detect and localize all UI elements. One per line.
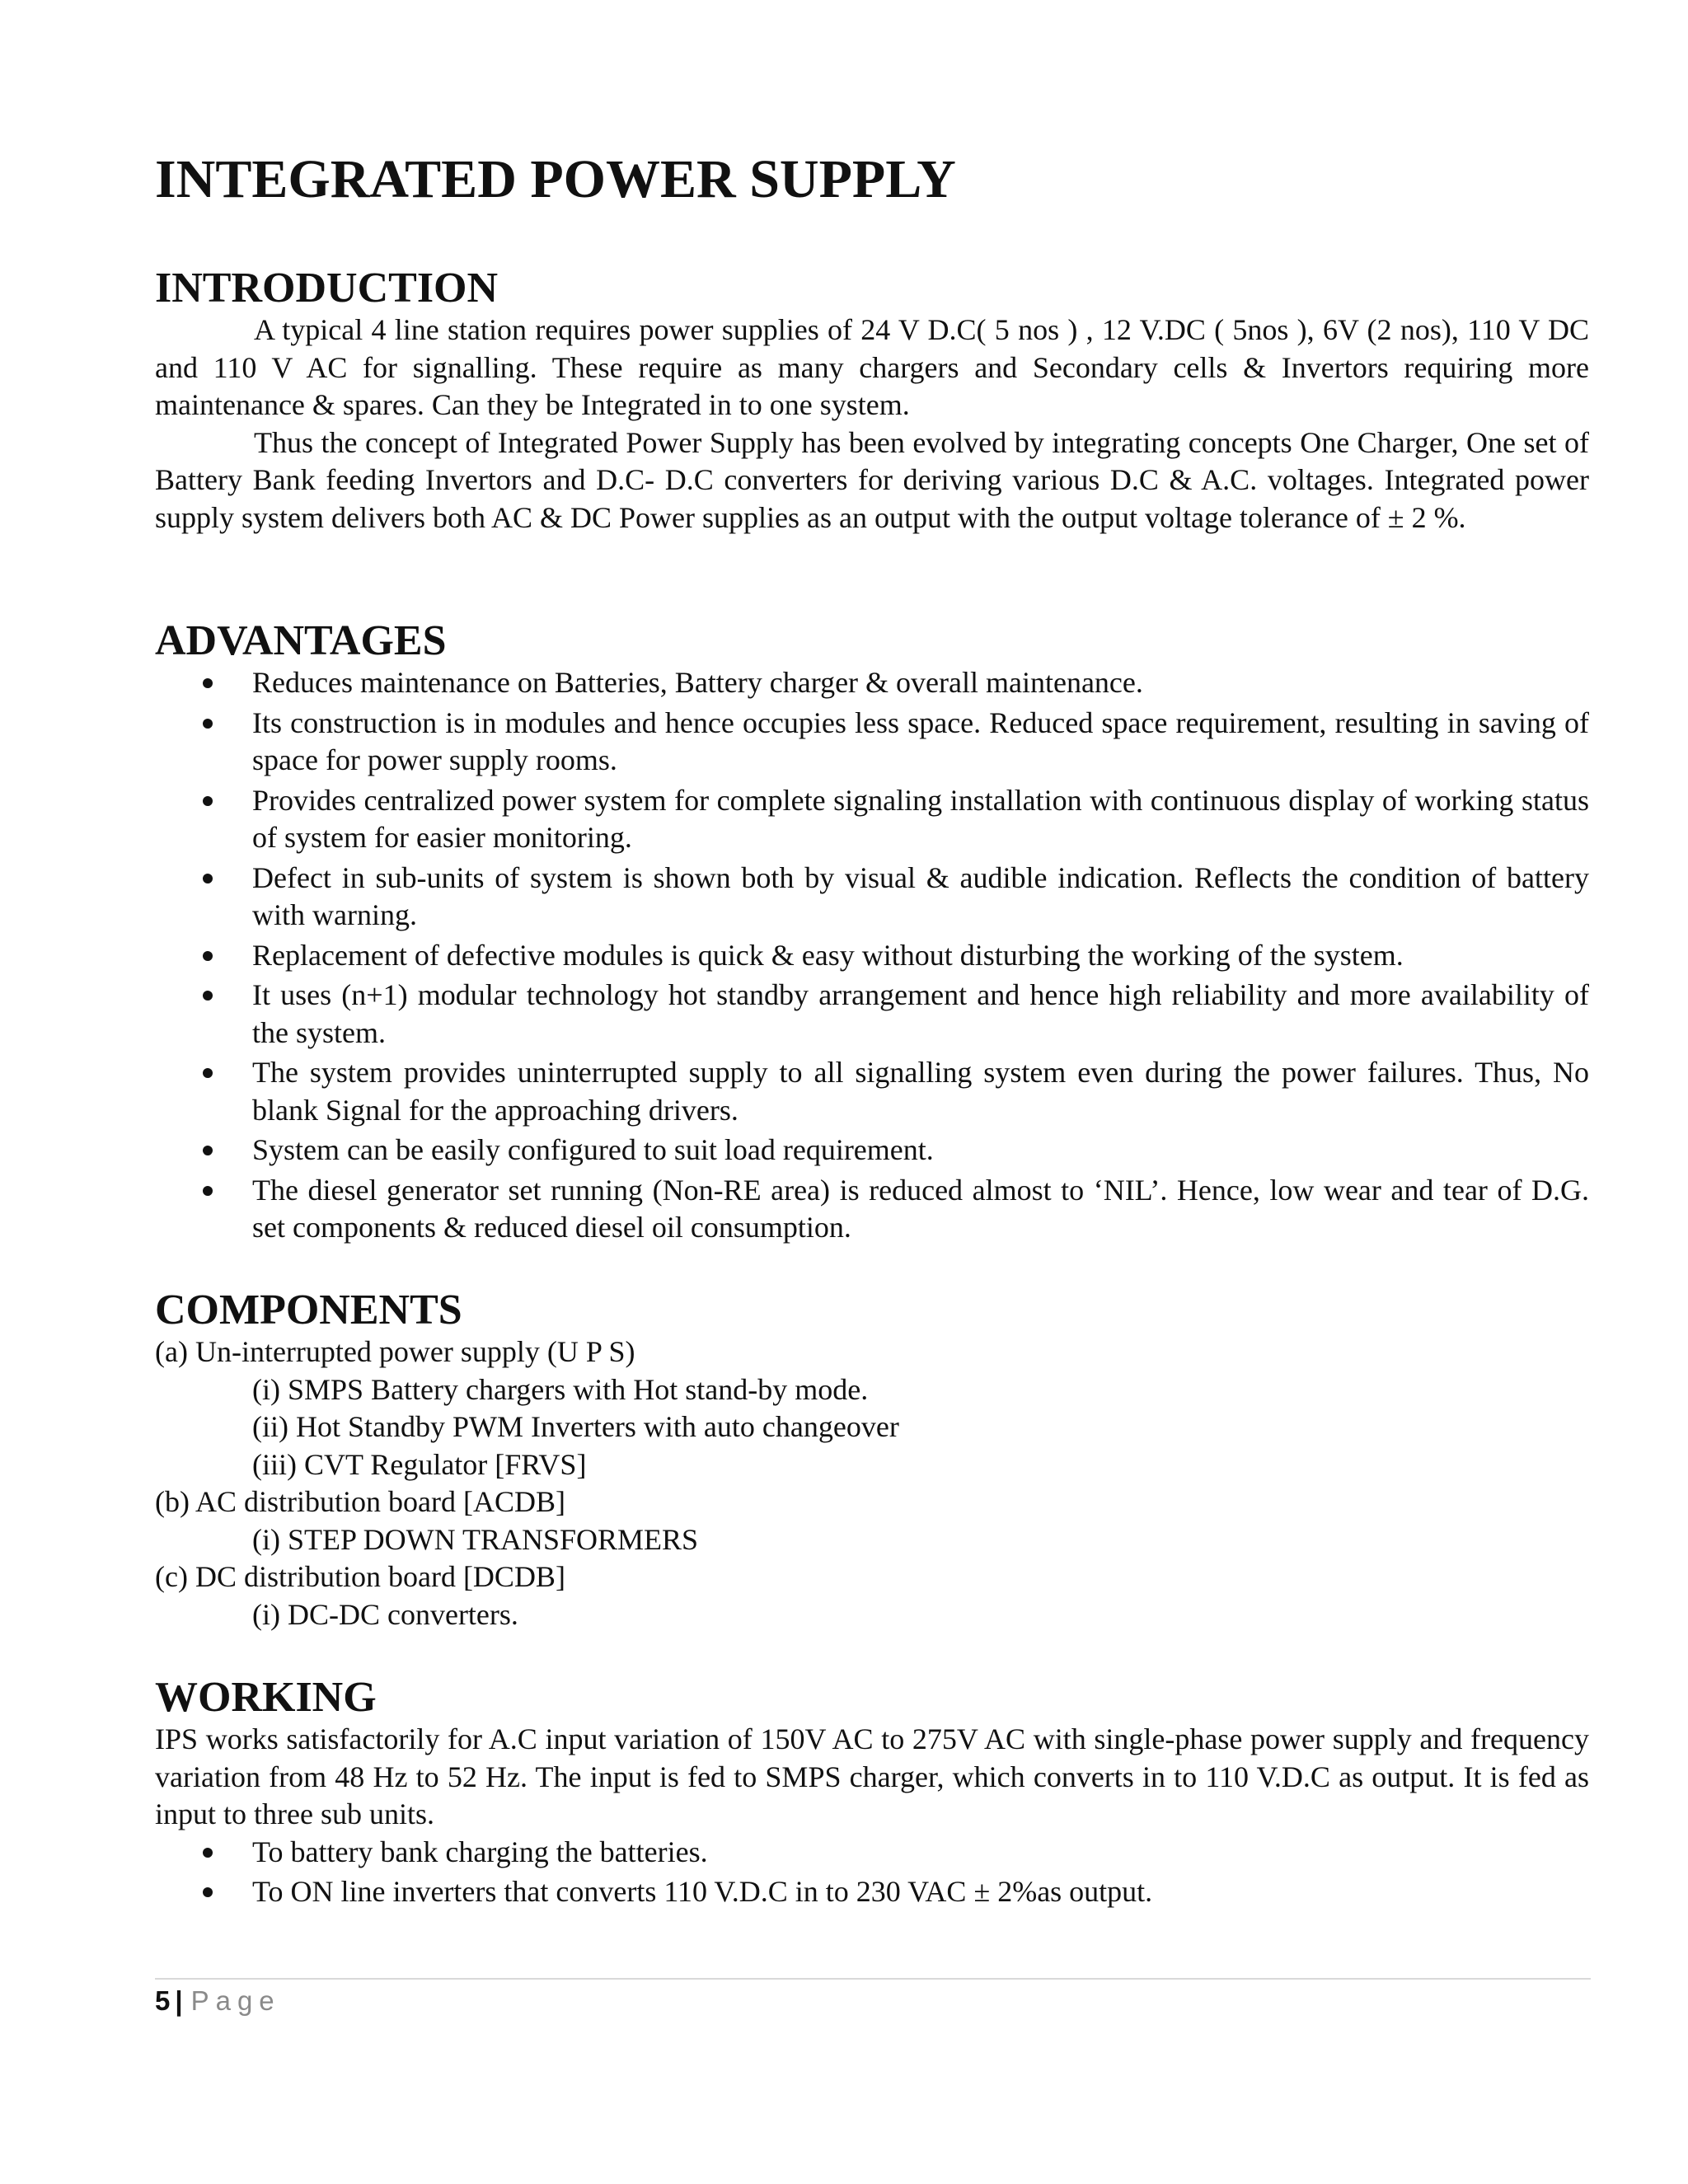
- working-heading: WORKING: [155, 1674, 377, 1721]
- bullet-icon: [203, 991, 213, 1001]
- list-item: [155, 1834, 1589, 1872]
- footer-separator: |: [175, 1985, 183, 2016]
- advantages-list: [155, 664, 1589, 1247]
- bullet-icon: [203, 719, 213, 729]
- component-subitem: (i) STEP DOWN TRANSFORMERS: [252, 1522, 699, 1556]
- introduction-paragraph: Thus the concept of Integrated Power Supply has been evolved by integrating concepts One Charger, One set of Battery Bank feeding Invertors and D.C- D.C converters for deriving various D.C & A.C. voltages. Integrated power supply system delivers both AC & DC Power supplies as an output with the output voltage tolerance of ± 2 %.: [155, 425, 1589, 534]
- component-item: (b) AC distribution board [ACDB]: [155, 1485, 565, 1518]
- list-item-text: Provides centralized power system for complete signaling installation with continuous display of working status of system for easier monitoring.: [252, 783, 1589, 854]
- list-item: [155, 1132, 1589, 1169]
- list-item: [155, 705, 1589, 780]
- component-item: (a) Un-interrupted power supply (U P S): [155, 1335, 635, 1368]
- list-item-text: Replacement of defective modules is quick & easy without disturbing the working of the system.: [252, 938, 1404, 972]
- component-subitem: (iii) CVT Regulator [FRVS]: [252, 1447, 587, 1481]
- list-item: [155, 782, 1589, 857]
- page-number: 5: [155, 1985, 171, 2016]
- bullet-icon: [203, 796, 213, 806]
- list-item: [155, 1172, 1589, 1247]
- components-heading: COMPONENTS: [155, 1286, 462, 1333]
- bullet-icon: [203, 678, 213, 688]
- component-subitem: (ii) Hot Standby PWM Inverters with auto changeover: [252, 1410, 899, 1443]
- bullet-icon: [203, 874, 213, 883]
- working-paragraph: IPS works satisfactorily for A.C input variation of 150V AC to 275V AC with single-phase power supply and frequency variation from 48 Hz to 52 Hz. The input is fed to SMPS charger, which converts in to 110 V.D.C as output. It is fed as input to three sub units.: [155, 1722, 1589, 1830]
- list-item-text: To ON line inverters that converts 110 V.D.C in to 230 VAC ± 2%as output.: [252, 1875, 1153, 1908]
- list-item: [155, 664, 1589, 702]
- list-item-text: System can be easily configured to suit load requirement.: [252, 1133, 934, 1166]
- document-title: INTEGRATED POWER SUPPLY: [155, 149, 956, 209]
- bullet-icon: [203, 1887, 213, 1897]
- bullet-icon: [203, 1848, 213, 1858]
- introduction-section: [155, 265, 1589, 537]
- list-item-text: To battery bank charging the batteries.: [252, 1835, 708, 1868]
- introduction-paragraph: A typical 4 line station requires power supplies of 24 V D.C( 5 nos ) , 12 V.DC ( 5nos ), 6V (2 nos), 110 V DC and 110 V AC for signalling. These require as many chargers and Secondary cells & Invertors requiring more maintenance & spares. Can they be Integrated in to one system.: [155, 313, 1589, 421]
- component-item: (c) DC distribution board [DCDB]: [155, 1560, 565, 1593]
- bullet-icon: [203, 1146, 213, 1155]
- bullet-icon: [203, 1186, 213, 1196]
- footer-divider: [155, 1978, 1591, 1980]
- list-item-text: Its construction is in modules and hence occupies less space. Reduced space requirement, resulting in saving of space for power supply rooms.: [252, 705, 1589, 776]
- working-list: [155, 1834, 1589, 1911]
- list-item: [155, 860, 1589, 935]
- list-item: [155, 937, 1589, 975]
- list-item: [155, 1873, 1589, 1911]
- list-item-text: It uses (n+1) modular technology hot standby arrangement and hence high reliability and more availability of the system.: [252, 978, 1589, 1049]
- list-item-text: Reduces maintenance on Batteries, Battery charger & overall maintenance.: [252, 666, 1143, 699]
- bullet-icon: [203, 951, 213, 961]
- page-label: Page: [190, 1985, 281, 2016]
- component-subitem: (i) SMPS Battery chargers with Hot stand-by mode.: [252, 1372, 869, 1406]
- introduction-heading: INTRODUCTION: [155, 265, 499, 312]
- components-section: [155, 1287, 1589, 1633]
- page-footer: [155, 1985, 281, 2018]
- list-item-text: The diesel generator set running (Non-RE area) is reduced almost to ‘NIL’. Hence, low wear and tear of D.G. set components & reduced diesel oil consumption.: [252, 1173, 1589, 1244]
- list-item-text: Defect in sub-units of system is shown both by visual & audible indication. Reflects the condition of battery with warning.: [252, 860, 1589, 931]
- list-item-text: The system provides uninterrupted supply to all signalling system even during the power failures. Thus, No blank Signal for the approaching drivers.: [252, 1056, 1589, 1127]
- advantages-section: [155, 618, 1589, 1247]
- component-subitem: (i) DC-DC converters.: [252, 1597, 518, 1631]
- list-item: [155, 1054, 1589, 1129]
- advantages-heading: ADVANTAGES: [155, 617, 447, 664]
- list-item: [155, 977, 1589, 1052]
- working-section: [155, 1675, 1589, 1911]
- bullet-icon: [203, 1068, 213, 1078]
